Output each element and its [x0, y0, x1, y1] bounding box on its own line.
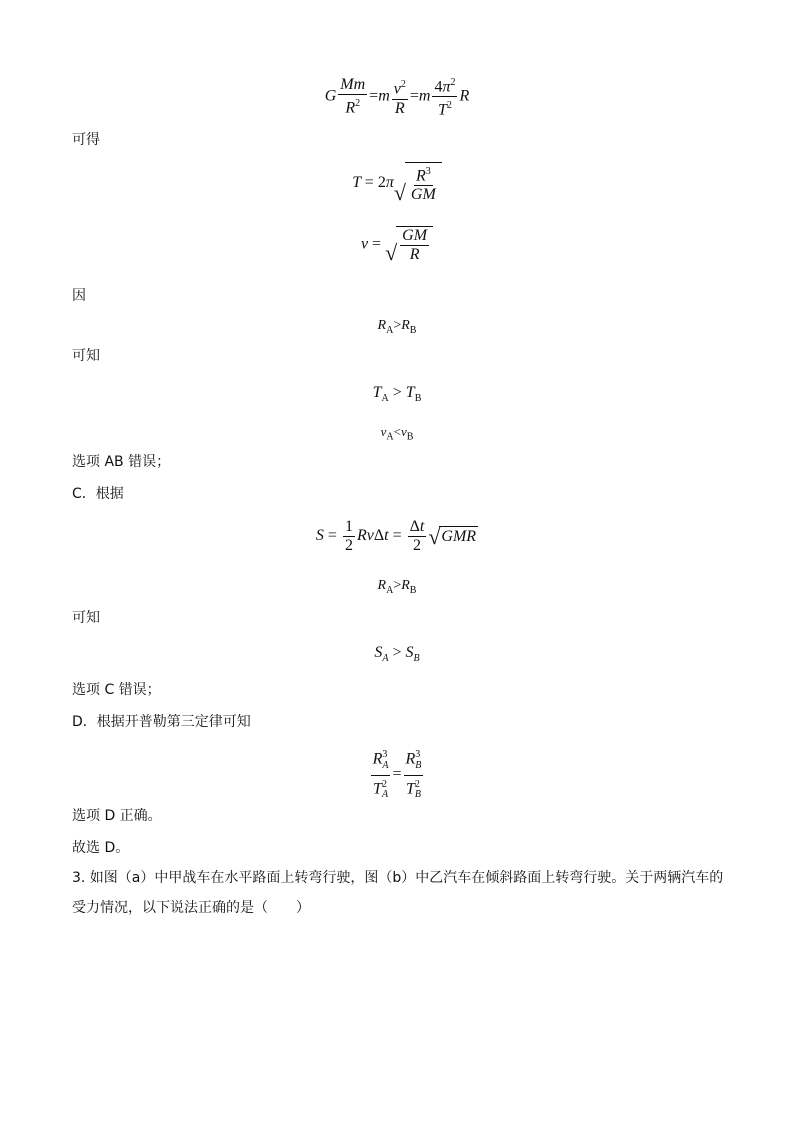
- equation-radius-compare: $R_A>R_B$: [377, 318, 417, 336]
- equation-area-compare: $S_A > S_B$: [374, 644, 420, 665]
- text-kezhi-1: 可知: [72, 348, 100, 364]
- text-kede: 可得: [72, 132, 100, 148]
- text-c-genju: C．根据: [72, 486, 124, 502]
- text-option-ab: 选项 AB 错误；: [72, 454, 171, 470]
- equation-kepler-third: $\frac{R^3_A}{T^2_A}$ = $\frac{R^3_B}{T^2_B}$: [0, 746, 794, 804]
- text-answer: 故选 D。: [72, 840, 130, 856]
- text-kezhi-2: 可知: [72, 610, 100, 626]
- equation-velocity-compare: $v_A<v_B$: [380, 424, 414, 443]
- question-3-line-2: 受力情况，以下说法正确的是（ ）: [72, 900, 310, 916]
- text-option-d: 选项 D 正确。: [72, 808, 162, 824]
- question-3-line-1: 3. 如图（a）中甲战车在水平路面上转弯行驶，图（b）中乙汽车在倾斜路面上转弯行驶。关于两辆汽车的: [72, 870, 724, 886]
- text-yin: 因: [72, 288, 86, 304]
- equation-area: S = $\frac{1}{2}$ RvΔt = $\frac{\Delta t}{2}$ √ GMR: [315, 518, 477, 554]
- equation-velocity: v = √ $\frac{GM}{R}$: [0, 226, 794, 264]
- equation-radius-compare-2: $R_A>R_B$: [377, 578, 417, 596]
- text-d-kepler: D．根据开普勒第三定律可知: [72, 714, 251, 730]
- equation-period-compare: $T_A > T_B$: [372, 384, 422, 405]
- text-option-c: 选项 C 错误；: [72, 682, 161, 698]
- equation-period: T = 2π √ $\frac{R^3}{GM}$: [0, 162, 794, 204]
- equation-gravitation: G $\frac{Mm}{R^2}$ =m $\frac{v^2}{R}$ =m $\frac{4\pi^2}{T^2}$ R: [0, 74, 794, 120]
